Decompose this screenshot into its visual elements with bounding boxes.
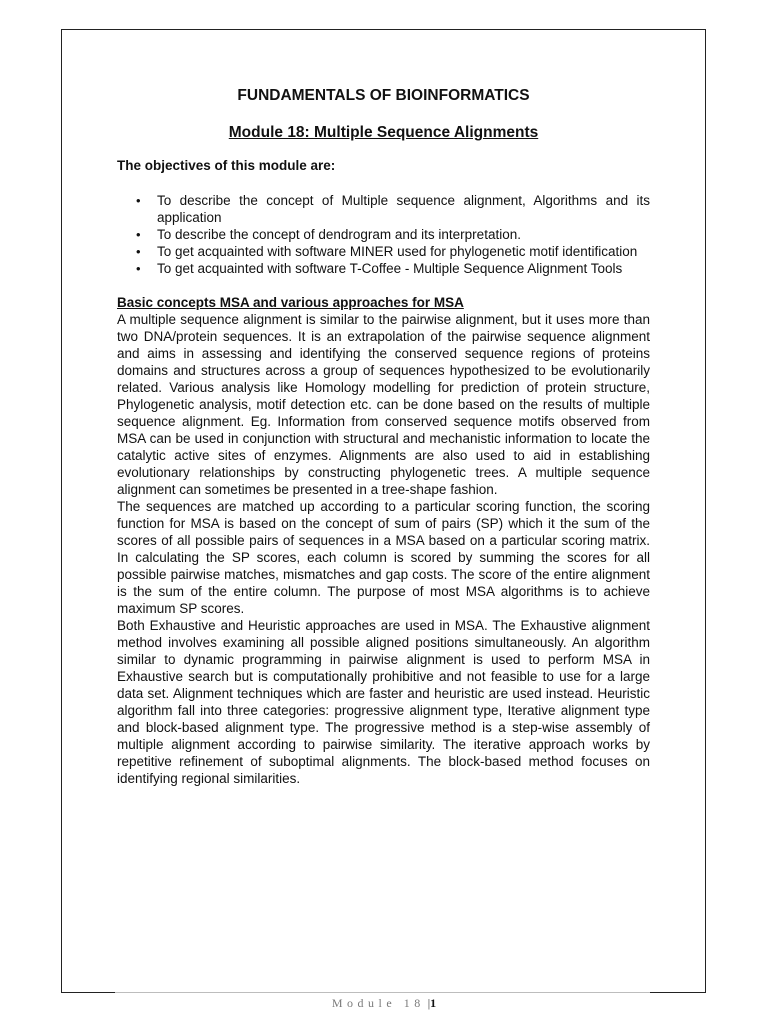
list-item <box>136 260 650 277</box>
list-item <box>136 192 650 226</box>
paragraph: The sequences are matched up according to a particular scoring function, the scoring function for MSA is based on the concept of sum of pairs (SP) which it the sum of the scores of all possible pairs of sequences in a MSA based on a particular scoring matrix. In calculating the SP scores, each column is scored by summing the scores for all possible pairwise matches, mismatches and gap costs. The score of the entire alignment is the sum of the entire column. The purpose of most MSA algorithms is to achieve maximum SP scores. <box>117 499 650 616</box>
objectives-list <box>117 192 650 277</box>
bullet-icon: • <box>136 227 141 242</box>
footer-module-label: Module 18 <box>331 996 425 1010</box>
section-heading: Basic concepts MSA and various approaches for MSA <box>117 295 464 310</box>
footer-divider <box>115 992 650 993</box>
document-title: FUNDAMENTALS OF BIOINFORMATICS <box>237 87 530 104</box>
list-item <box>136 226 650 243</box>
page-number: 1 <box>430 996 437 1010</box>
page-footer <box>0 994 768 1012</box>
bullet-icon: • <box>136 261 141 276</box>
module-title: Module 18: Multiple Sequence Alignments <box>228 124 539 141</box>
list-item <box>136 243 650 260</box>
objective-text: To get acquainted with software T-Coffee - Multiple Sequence Alignment Tools <box>157 261 623 276</box>
paragraph: A multiple sequence alignment is similar to the pairwise alignment, but it uses more than two DNA/protein sequences. It is an extrapolation of the pairwise sequence alignment and aims in assessing and identifying the conserved sequence regions of proteins domains and structures across a group of sequences hypothesized to be evolutionarily related. Various analysis like Homology modelling for prediction of protein structure, Phylogenetic analysis, motif detection etc. can be done based on the results of multiple sequence alignment. Eg. Information from conserved sequence motifs observed from MSA can be used in conjunction with structural and mechanistic information to locate the catalytic active sites of enzymes. Alignments are also used to aid in establishing evolutionary relationships by constructing phylogenetic trees. A multiple sequence alignment can sometimes be presented in a tree-shape fashion. <box>117 312 650 497</box>
objectives-heading: The objectives of this module are: <box>117 158 336 173</box>
document-body <box>117 86 650 787</box>
objective-text: To get acquainted with software MINER used for phylogenetic motif identification <box>157 244 638 259</box>
bullet-icon: • <box>136 244 141 259</box>
footer-separator: | <box>427 996 431 1010</box>
objective-text: To describe the concept of Multiple sequence alignment, Algorithms and its application <box>157 193 650 225</box>
paragraph: Both Exhaustive and Heuristic approaches are used in MSA. The Exhaustive alignment method involves examining all possible aligned positions simultaneously. An algorithm similar to dynamic programming in pairwise alignment is used to perform MSA in Exhaustive search but is computationally prohibitive and not feasible to use for a large data set. Alignment techniques which are faster and heuristic are used instead. Heuristic algorithm fall into three categories: progressive alignment type, Iterative alignment type and block-based alignment type. The progressive method is a step-wise assembly of multiple alignment according to pairwise similarity. The iterative approach works by repetitive refinement of suboptimal alignments. The block-based method focuses on identifying regional similarities. <box>117 618 650 786</box>
objective-text: To describe the concept of dendrogram and its interpretation. <box>157 227 521 242</box>
bullet-icon: • <box>136 193 141 208</box>
